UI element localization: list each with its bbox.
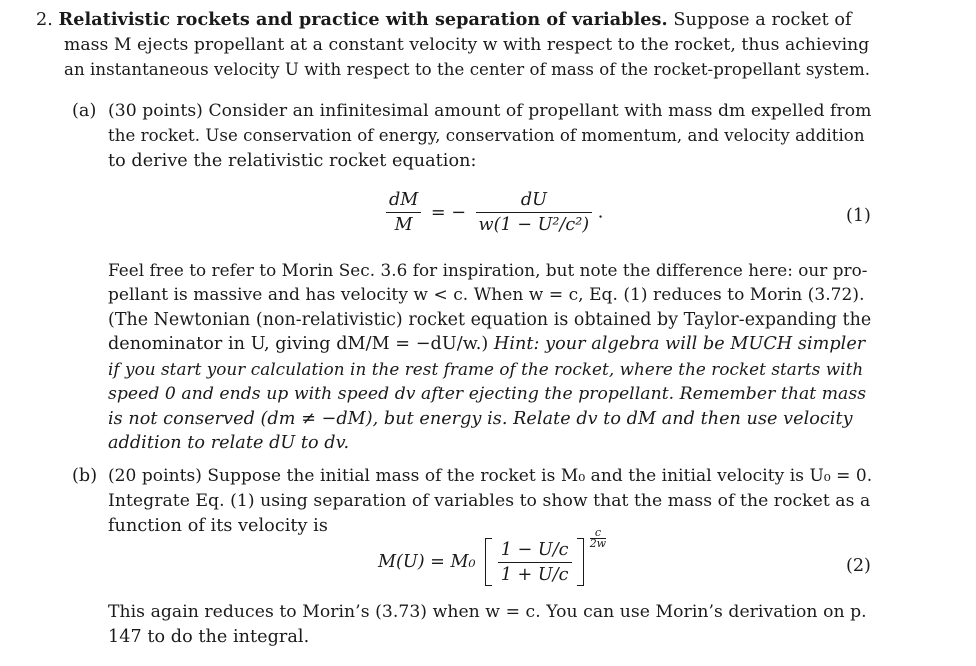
eq2-exponent-denominator: 2w [589, 537, 607, 550]
part-a-label: (a) [72, 101, 97, 121]
part-a-para-line-4 [108, 332, 865, 356]
equation-1 [386, 190, 603, 235]
part-b-line-3: function of its velocity is [108, 516, 328, 536]
eq1-rhs-fraction [476, 190, 593, 235]
part-a-hint-line-6: speed 0 and ends up with speed dv after ejecting the propellant. Remember that mass [108, 384, 867, 404]
eq2-right-bracket [577, 538, 584, 586]
part-a-hint-line-7: is not conserved (dm ≠ −dM), but energy is. Relate dv to dM and then use velocity [108, 409, 853, 429]
eq1-lhs-denominator: M [394, 215, 413, 235]
eq2-exponent-numerator: c [590, 528, 606, 539]
problem-heading: Relativistic rockets and practice with separation of variables. [58, 9, 668, 30]
part-a-para-line-1: Feel free to refer to Morin Sec. 3.6 for inspiration, but note the difference here: our pro- [108, 260, 868, 280]
eq2-denominator: 1 + U/c [500, 564, 569, 585]
part-a-hint-start: Hint: your algebra will be MUCH simpler [493, 334, 866, 354]
problem-intro-tail: Suppose a rocket of [673, 10, 852, 30]
part-b-label: (b) [72, 466, 98, 486]
problem-intro-line-1 [36, 8, 852, 32]
part-a-line-1: (30 points) Consider an infinitesimal amount of propellant with mass dm expelled from [108, 101, 872, 121]
part-a-para-line-2: pellant is massive and has velocity w < c. When w = c, Eq. (1) reduces to Morin (3.72). [108, 285, 865, 305]
equation-2 [378, 526, 607, 586]
eq1-end: . [597, 202, 604, 223]
eq1-lhs-numerator: dM [386, 190, 421, 213]
part-b-para-line-1: This again reduces to Morin’s (3.73) when w = c. You can use Morin’s derivation on p. [108, 602, 867, 622]
equation-2-number: (2) [846, 556, 871, 576]
eq2-left-bracket [485, 538, 492, 586]
eq1-rhs-denominator: w(1 − U²/c²) [478, 215, 590, 235]
part-a-line-2: the rocket. Use conservation of energy, conservation of momentum, and velocity addition [108, 126, 865, 145]
eq1-operator: = − [430, 202, 466, 223]
eq2-numerator: 1 − U/c [498, 540, 572, 563]
part-a-para-line-4-plain: denominator in U, giving dM/M = −dU/w.) [108, 334, 489, 354]
part-a-line-3: to derive the relativistic rocket equation: [108, 151, 477, 171]
part-a-hint-line-5: if you start your calculation in the rest frame of the rocket, where the rocket starts with [108, 359, 864, 379]
eq2-exponent [590, 528, 606, 549]
eq2-fraction [498, 540, 572, 585]
eq2-lhs: M(U) = M₀ [378, 552, 476, 572]
part-a-hint-line-8: addition to relate dU to dv. [108, 433, 350, 453]
equation-1-number: (1) [846, 206, 871, 226]
part-a-para-line-3: (The Newtonian (non-relativistic) rocket equation is obtained by Taylor-expanding the [108, 310, 872, 330]
eq1-lhs-fraction [386, 190, 421, 235]
part-b-line-2: Integrate Eq. (1) using separation of variables to show that the mass of the rocket as a [108, 491, 871, 511]
part-b-line-1: (20 points) Suppose the initial mass of the rocket is M₀ and the initial velocity is U₀ = 0. [108, 466, 873, 486]
eq1-rhs-numerator: dU [476, 190, 593, 213]
problem-intro-line-2: mass M ejects propellant at a constant velocity w with respect to the rocket, thus achieving [64, 35, 870, 55]
problem-intro-line-3: an instantaneous velocity U with respect to the center of mass of the rocket-propellant system. [64, 60, 871, 79]
part-b-para-line-2: 147 to do the integral. [108, 627, 310, 647]
problem-number: 2. [36, 10, 53, 30]
